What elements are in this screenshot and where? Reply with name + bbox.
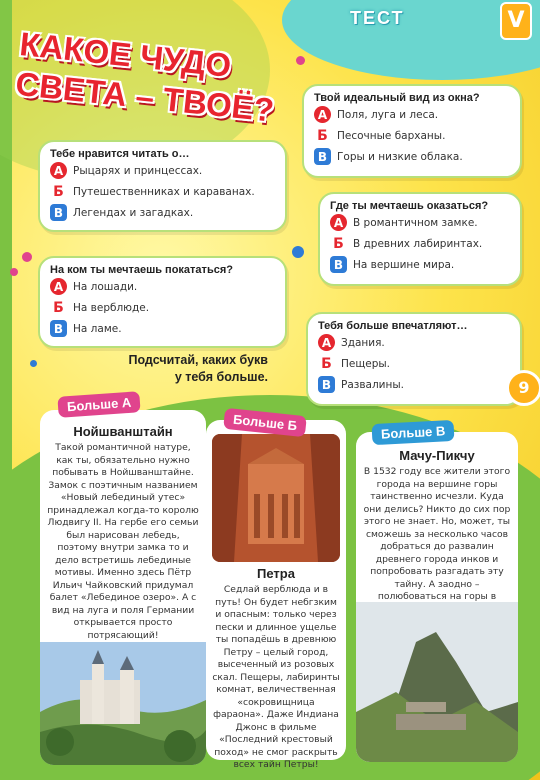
answer-option-a bbox=[318, 332, 510, 353]
result-tag-a: Больше А bbox=[57, 391, 141, 418]
letter-a-icon: А bbox=[330, 214, 347, 231]
answer-option-b bbox=[50, 297, 275, 318]
question-title: На ком ты мечтаешь покататься? bbox=[50, 264, 275, 276]
result-card-a bbox=[40, 410, 206, 765]
answer-text: Путешественниках и караванах. bbox=[73, 185, 255, 198]
answer-text: На лошади. bbox=[73, 280, 138, 293]
result-tag-b: Больше Б bbox=[223, 408, 307, 437]
castle-photo bbox=[40, 642, 206, 765]
result-title: Нойшванштайн bbox=[73, 424, 173, 439]
page-number: 9 bbox=[506, 370, 540, 406]
question-box-3 bbox=[318, 192, 522, 286]
question-title: Где ты мечтаешь оказаться? bbox=[330, 200, 510, 212]
answer-option-a bbox=[50, 276, 275, 297]
answer-text: Поля, луга и леса. bbox=[337, 108, 439, 121]
letter-a-icon: А bbox=[318, 334, 335, 351]
answer-option-b bbox=[50, 181, 275, 202]
answer-option-v bbox=[330, 254, 510, 275]
letter-b-icon: Б bbox=[317, 127, 328, 144]
answer-option-v bbox=[314, 146, 510, 167]
answer-option-v bbox=[50, 202, 275, 223]
decor-dot bbox=[292, 246, 304, 258]
result-text: В 1532 году все жители этого города на вершине горы таинственно исчезли. Куда они делись? Никто до сих пор этого не знает. Но, может, ты сможешь за несколько часов добраться до развалин древнего города инков и попробовать разгадать эту тайну. А заодно – полюбоваться на горы в bbox=[363, 466, 511, 602]
question-title: Тебя больше впечатляют… bbox=[318, 320, 510, 332]
letter-a-icon: А bbox=[50, 162, 67, 179]
result-card-v bbox=[356, 432, 518, 762]
question-box-4 bbox=[38, 256, 287, 348]
answer-text: Здания. bbox=[341, 336, 385, 349]
letter-v-icon: В bbox=[50, 320, 67, 337]
answer-text: Песочные барханы. bbox=[337, 129, 446, 142]
answer-text: На ламе. bbox=[73, 322, 122, 335]
question-box-2 bbox=[302, 84, 522, 178]
answer-option-b bbox=[330, 233, 510, 254]
letter-b-icon: Б bbox=[321, 355, 332, 372]
answer-text: Пещеры. bbox=[341, 357, 390, 370]
answer-text: Легендах и загадках. bbox=[73, 206, 194, 219]
letter-v-icon: В bbox=[314, 148, 331, 165]
answer-option-v bbox=[50, 318, 275, 339]
result-text: Седлай верблюда и в путь! Он будет небгзким и опасным: только через пески и длинное ущелье ты попадёшь в древнюю Петру – целый город, высеченный из розовых скал. Пещеры, лабиринты комнат, величественная «сокровищница фараона». Даже Индиана Джонс в фильме «Последний крестовый поход» не смог раскрыть всех тайн Петры! bbox=[212, 584, 340, 770]
petra-photo bbox=[212, 434, 340, 562]
count-instruction: Подсчитай, каких букв у тебя больше. bbox=[128, 353, 268, 384]
letter-b-icon: Б bbox=[53, 299, 64, 316]
answer-text: Горы и низкие облака. bbox=[337, 150, 463, 163]
letter-a-icon: А bbox=[314, 106, 331, 123]
check-badge-icon: V bbox=[500, 2, 532, 40]
answer-option-v bbox=[318, 374, 510, 395]
result-card-b bbox=[206, 420, 346, 770]
letter-b-icon: Б bbox=[53, 183, 64, 200]
answer-text: Рыцарях и принцессах. bbox=[73, 164, 203, 177]
result-title: Петра bbox=[257, 566, 295, 581]
result-title: Мачу-Пикчу bbox=[399, 448, 475, 463]
answer-option-a bbox=[50, 160, 275, 181]
letter-a-icon: А bbox=[50, 278, 67, 295]
test-label: ТЕСТ bbox=[350, 8, 405, 28]
page-title: КАКОЕ ЧУДО СВЕТА – ТВОЁ? bbox=[13, 24, 276, 129]
letter-b-icon: Б bbox=[333, 235, 344, 252]
question-box-5 bbox=[306, 312, 522, 406]
answer-text: В древних лабиринтах. bbox=[353, 237, 483, 250]
decor-dot bbox=[22, 252, 32, 262]
letter-v-icon: В bbox=[330, 256, 347, 273]
answer-option-a bbox=[314, 104, 510, 125]
machu-picchu-photo bbox=[356, 602, 518, 762]
question-title: Твой идеальный вид из окна? bbox=[314, 92, 510, 104]
answer-option-a bbox=[330, 212, 510, 233]
answer-text: На верблюде. bbox=[73, 301, 150, 314]
decor-dot bbox=[30, 360, 37, 367]
answer-text: Развалины. bbox=[341, 378, 404, 391]
answer-option-b bbox=[318, 353, 510, 374]
result-tag-v: Больше В bbox=[372, 420, 455, 445]
answer-text: На вершине мира. bbox=[353, 258, 455, 271]
decor-dot bbox=[10, 268, 18, 276]
result-text: Такой романтичной натуре, как ты, обязательно нужно побывать в Нойшванштайне. Замок с поэтичным названием «Новый лебединый утес» принадлежал когда-то королю Людвигу II. На гербе его семьи был нарисован лебедь, поэтому внутри замка то и дело встретишь лебединые мотивы. Именно здесь Пётр Ильич Чайковский придумал балет «Лебединое озеро». А с вид на луга и поля Германии открывается просто потрясающий! bbox=[47, 442, 199, 641]
answer-text: В романтичном замке. bbox=[353, 216, 478, 229]
letter-v-icon: В bbox=[50, 204, 67, 221]
answer-option-b bbox=[314, 125, 510, 146]
question-title: Тебе нравится читать о… bbox=[50, 148, 275, 160]
question-box-1 bbox=[38, 140, 287, 232]
decor-dot bbox=[296, 56, 305, 65]
letter-v-icon: В bbox=[318, 376, 335, 393]
